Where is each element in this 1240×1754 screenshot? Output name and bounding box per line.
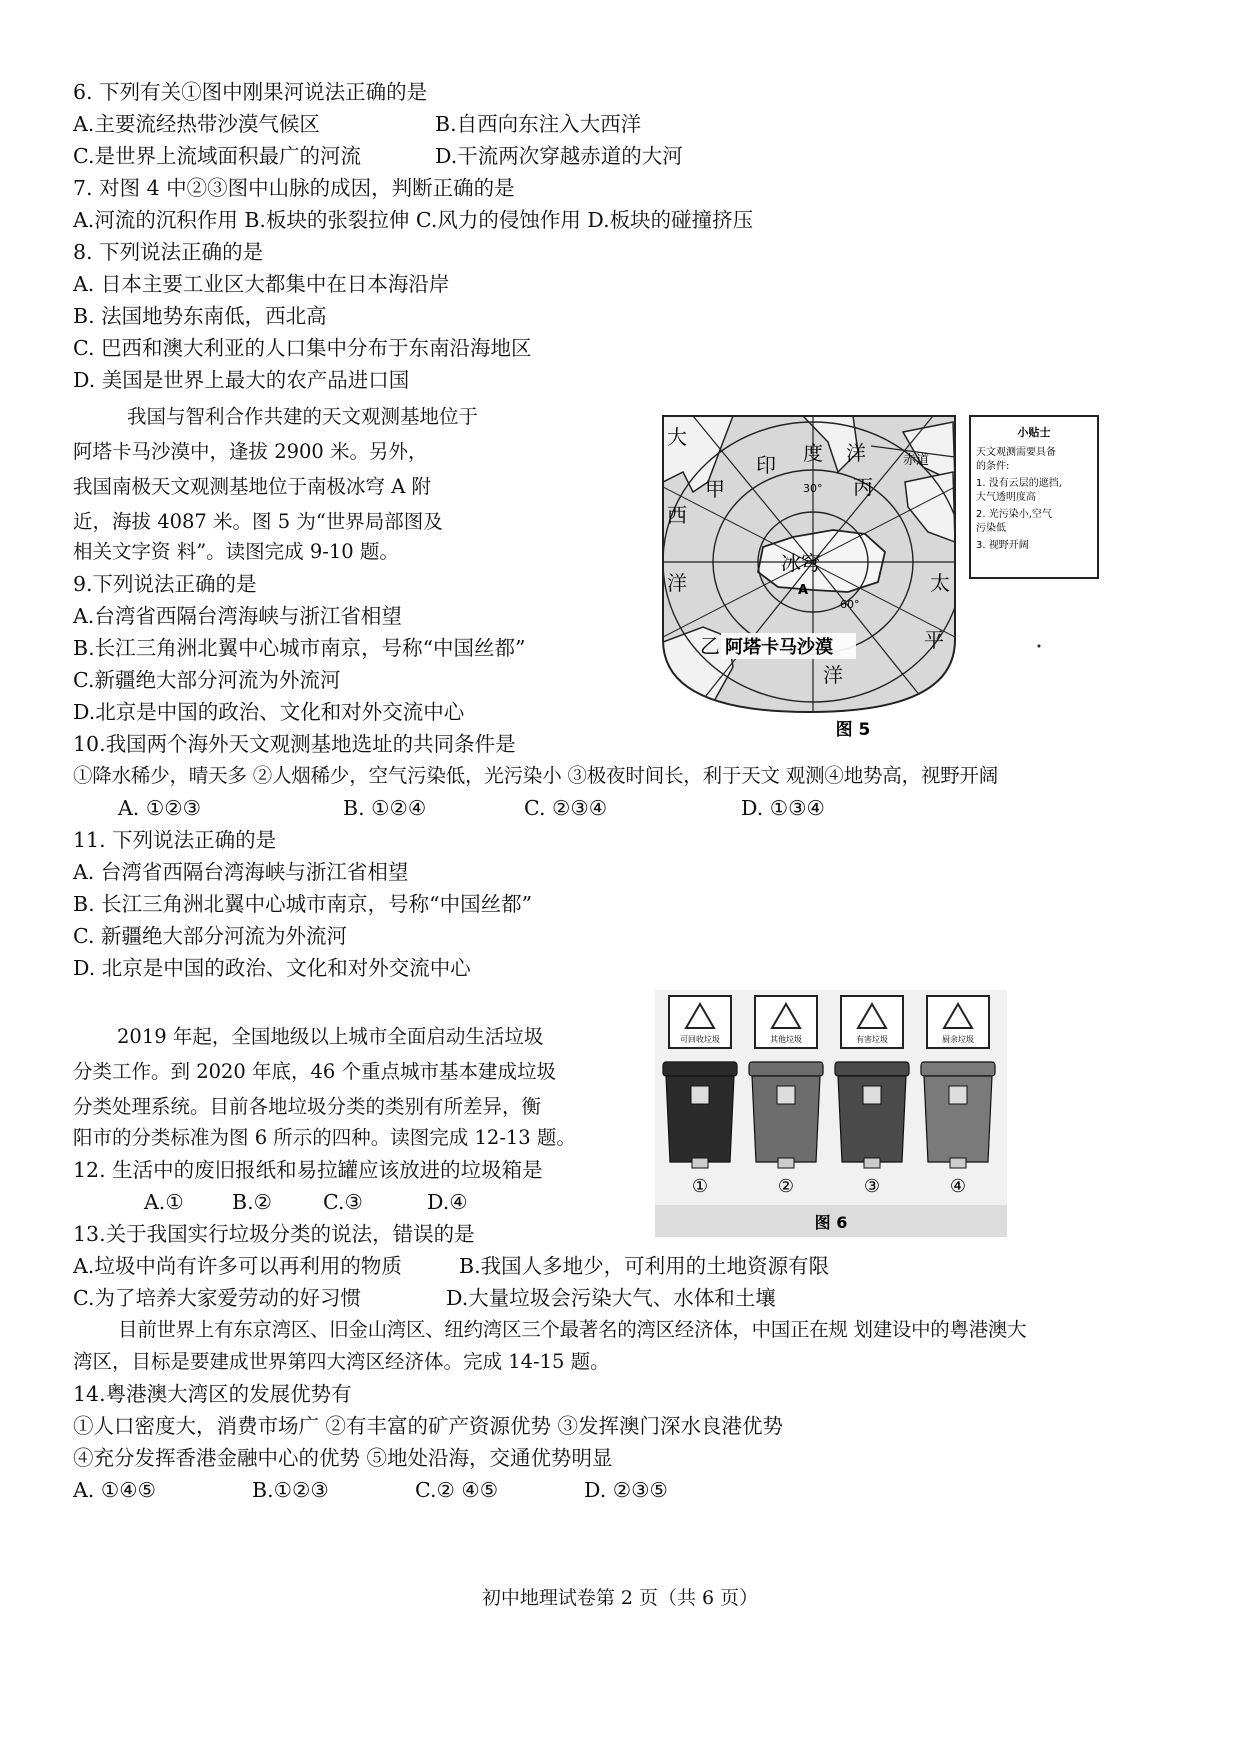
bin-pedal-2 <box>778 1158 794 1168</box>
bin-number-4: ④ <box>949 1176 967 1197</box>
intro9-line-1: 我国与智利合作共建的天文观测基地位于 <box>127 405 479 428</box>
label-jia: 甲 <box>705 477 725 501</box>
bin-lid-2 <box>749 1062 823 1076</box>
q9-option-c: C.新疆绝大部分河流为外流河 <box>73 668 341 692</box>
intro9-line-4: 近，海拔 4087 米。图 5 为“世界局部图及 <box>73 510 443 533</box>
label-chidao: 赤道 <box>903 453 930 468</box>
bin-number-2: ② <box>777 1176 795 1197</box>
q6-option-b: B.自西向东注入大西洋 <box>435 112 642 136</box>
q10-option-a: A. ①②③ <box>118 796 201 820</box>
q6-option-c: C.是世界上流域面积最广的河流 <box>73 144 361 168</box>
label-yin: 印 <box>756 453 776 477</box>
q9-stem: 9.下列说法正确的是 <box>73 572 257 596</box>
q14-line-2: ④充分发挥香港金融中心的优势 ⑤地处沿海，交通优势明显 <box>73 1446 613 1470</box>
bin-pedal-4 <box>950 1158 966 1168</box>
bin-number-3: ③ <box>863 1176 881 1197</box>
q6-option-a: A.主要流经热带沙漠气候区 <box>73 112 320 136</box>
label-yang-bottom: 洋 <box>823 663 843 687</box>
tips-item-2: 大气透明度高 <box>976 492 1036 503</box>
label-lat60: 60° <box>840 598 860 611</box>
q8-option-a: A. 日本主要工业区大都集中在日本海沿岸 <box>73 272 450 296</box>
q12-option-c: C.③ <box>323 1190 363 1214</box>
bin-label-1: 可回收垃圾 <box>680 1035 720 1044</box>
q8-option-b: B. 法国地势东南低，西北高 <box>73 304 327 328</box>
q12-stem: 12. 生活中的废旧报纸和易拉罐应该放进的垃圾箱是 <box>73 1158 543 1182</box>
q14-option-a: A. ①④⑤ <box>73 1478 156 1502</box>
intro14-line-2: 湾区，目标是要建成世界第四大湾区经济体。完成 14-15 题。 <box>73 1350 610 1373</box>
q11-option-a: A. 台湾省西隔台湾海峡与浙江省相望 <box>73 860 409 884</box>
q9-option-a: A.台湾省西隔台湾海峡与浙江省相望 <box>73 604 402 628</box>
q8-stem: 8. 下列说法正确的是 <box>73 240 264 264</box>
q10-conditions: ①降水稀少，晴天多 ②人烟稀少，空气污染低，光污染小 ③极夜时间长，利于天文 观测④地势高，视野开阔 <box>73 764 999 787</box>
q11-option-c: C. 新疆绝大部分河流为外流河 <box>73 924 347 948</box>
q8-option-d: D. 美国是世界上最大的农产品进口国 <box>73 368 410 392</box>
bin-label-2: 其他垃圾 <box>770 1035 802 1044</box>
label-da: 大 <box>667 425 687 449</box>
q6-option-d: D.干流两次穿越赤道的大河 <box>435 144 683 168</box>
q12-option-b: B.② <box>232 1190 272 1214</box>
q14-option-b: B.①②③ <box>252 1478 329 1502</box>
tips-head-2: 的条件: <box>976 461 1010 472</box>
tips-head-1: 天文观测需要具备 <box>976 447 1056 458</box>
intro9-line-5: 相关文字资 料”。读图完成 9-10 题。 <box>73 540 399 563</box>
tips-title: 小贴士 <box>1017 426 1051 439</box>
intro9-line-3: 我国南极天文观测基地位于南极冰穹 A 附 <box>73 475 431 498</box>
intro12-line-1: 2019 年起，全国地级以上城市全面启动生活垃圾 <box>117 1025 544 1048</box>
bin-pedal-3 <box>864 1158 880 1168</box>
tips-item-3: 2. 光污染小,空气 <box>976 509 1052 520</box>
intro12-line-3: 分类处理系统。目前各地垃圾分类的类别有所差异，衡 <box>73 1095 542 1118</box>
page-footer: 初中地理试卷第 2 页（共 6 页） <box>481 1587 759 1609</box>
q14-option-d: D. ②③⑤ <box>584 1478 668 1502</box>
label-lat30: 30° <box>803 482 823 495</box>
intro12-line-2: 分类工作。到 2020 年底，46 个重点城市基本建成垃圾 <box>73 1060 557 1083</box>
q12-option-a: A.① <box>144 1190 184 1214</box>
q14-line-1: ①人口密度大，消费市场广 ②有丰富的矿产资源优势 ③发挥澳门深水良港优势 <box>73 1414 784 1438</box>
label-yang-left: 洋 <box>667 571 687 595</box>
figure-5-caption: 图 5 <box>835 720 871 740</box>
bin-emblem-3 <box>863 1086 881 1104</box>
intro12-line-4: 阳市的分类标准为图 6 所示的四种。读图完成 12-13 题。 <box>73 1126 576 1149</box>
q13-option-d: D.大量垃圾会污染大气、水体和土壤 <box>446 1286 776 1310</box>
tips-item-4: 污染低 <box>976 523 1006 534</box>
bin-emblem-1 <box>691 1086 709 1104</box>
q14-stem: 14.粤港澳大湾区的发展优势有 <box>73 1382 352 1406</box>
q9-option-b: B.长江三角洲北翼中心城市南京，号称“中国丝都” <box>73 636 526 660</box>
bin-lid-3 <box>835 1062 909 1076</box>
label-yang-top: 洋 <box>846 441 866 465</box>
q10-option-c: C. ②③④ <box>524 796 608 820</box>
figure-5-map <box>653 412 1108 742</box>
bin-number-1: ① <box>691 1176 709 1197</box>
q11-option-d: D. 北京是中国的政治、文化和对外交流中心 <box>73 956 471 980</box>
label-point-a: A <box>798 583 809 598</box>
q13-option-b: B.我国人多地少，可利用的土地资源有限 <box>459 1254 830 1278</box>
q11-stem: 11. 下列说法正确的是 <box>73 828 277 852</box>
q14-option-c: C.② ④⑤ <box>415 1478 499 1502</box>
figure-6-caption: 图 6 <box>814 1213 848 1232</box>
label-ping: 平 <box>924 628 944 652</box>
q13-option-a: A.垃圾中尚有许多可以再利用的物质 <box>73 1254 402 1278</box>
tips-item-1: 1. 没有云层的遮挡, <box>976 478 1062 489</box>
label-atacama: 阿塔卡马沙漠 <box>725 637 833 658</box>
bin-lid-1 <box>663 1062 737 1076</box>
q10-stem: 10.我国两个海外天文观测基地选址的共同条件是 <box>73 732 516 756</box>
intro9-line-2: 阿塔卡马沙漠中，逢拔 2900 米。另外， <box>73 440 428 463</box>
q8-option-c: C. 巴西和澳大利亚的人口集中分布于东南沿海地区 <box>73 336 532 360</box>
bin-pedal-1 <box>692 1158 708 1168</box>
bin-emblem-4 <box>949 1086 967 1104</box>
q10-option-b: B. ①②④ <box>343 796 427 820</box>
label-yi: 乙 <box>700 634 720 658</box>
q7-options: A.河流的沉积作用 B.板块的张裂拉伸 C.风力的侵蚀作用 D.板块的碰撞挤压 <box>73 208 754 232</box>
q13-stem: 13.关于我国实行垃圾分类的说法，错误的是 <box>73 1222 475 1246</box>
label-tai: 太 <box>930 571 950 595</box>
bin-lid-4 <box>921 1062 995 1076</box>
q11-option-b: B. 长江三角洲北翼中心城市南京，号称“中国丝都” <box>73 892 533 916</box>
label-bing: 丙 <box>853 475 873 499</box>
bin-label-4: 厨余垃圾 <box>942 1035 974 1044</box>
label-xi: 西 <box>667 503 687 527</box>
q9-option-d: D.北京是中国的政治、文化和对外交流中心 <box>73 700 465 724</box>
tips-item-5: 3. 视野开阔 <box>976 540 1029 551</box>
q12-option-d: D.④ <box>427 1190 468 1214</box>
label-du: 度 <box>803 441 823 465</box>
figure-6-bins <box>655 990 1015 1237</box>
q13-option-c: C.为了培养大家爱劳动的好习惯 <box>73 1286 361 1310</box>
label-bingqiong: 冰穹 <box>781 551 821 575</box>
q10-option-d: D. ①③④ <box>741 796 825 820</box>
bin-label-3: 有害垃圾 <box>856 1035 888 1044</box>
intro14-line-1: 目前世界上有东京湾区、旧金山湾区、纽约湾区三个最著名的湾区经济体，中国正在规 划建设中的粤港澳大 <box>118 1318 1027 1341</box>
q7-stem: 7. 对图 4 中②③图中山脉的成因，判断正确的是 <box>73 176 515 200</box>
q6-stem: 6. 下列有关①图中刚果河说法正确的是 <box>73 80 428 104</box>
bin-emblem-2 <box>777 1086 795 1104</box>
